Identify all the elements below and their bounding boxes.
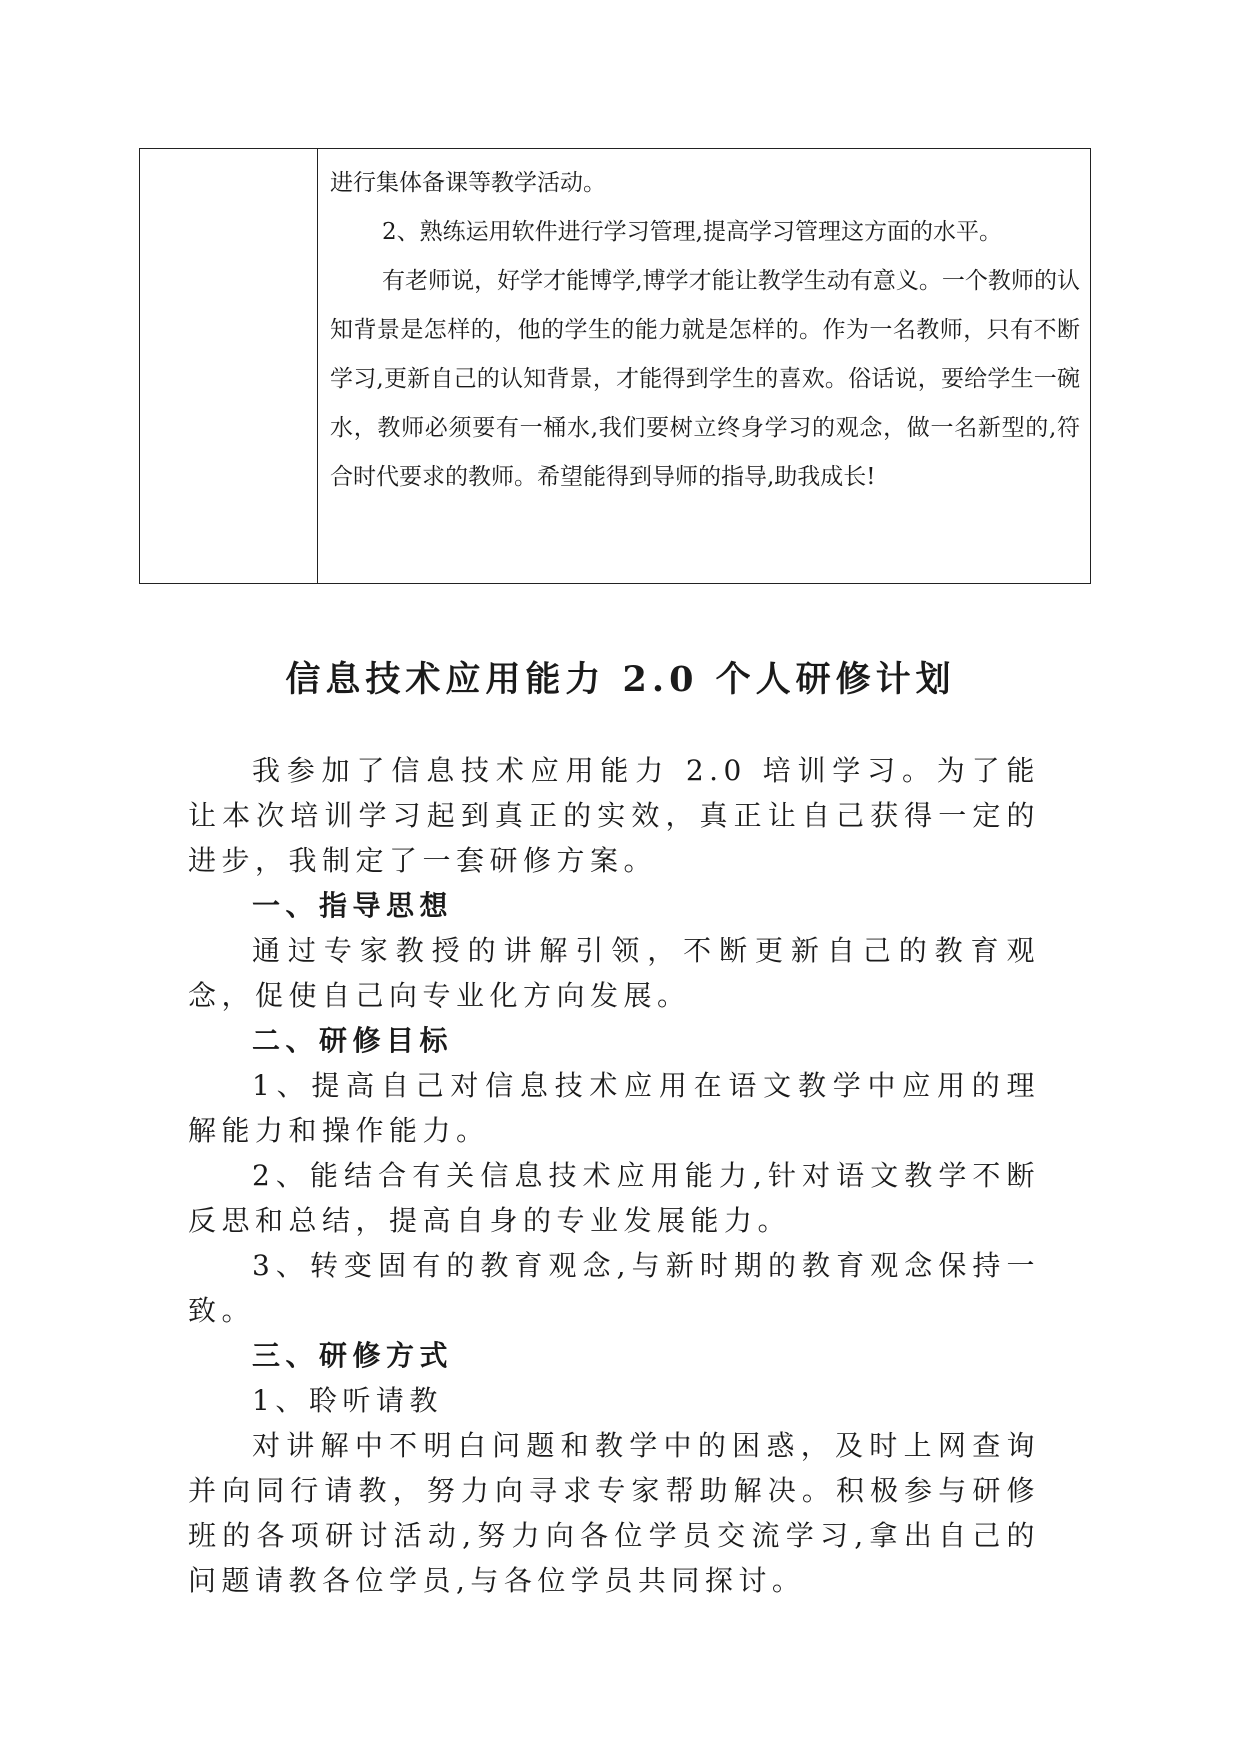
goal-item: 1、提高自己对信息技术应用在语文教学中应用的理解能力和操作能力。 <box>188 1069 1040 1147</box>
goal-item: 2、能结合有关信息技术应用能力,针对语文教学不断反思和总结，提高自身的专业发展能力。 <box>188 1159 1040 1237</box>
section-heading-goals: 二、研修目标 <box>252 1024 454 1057</box>
document-body <box>188 748 1040 1603</box>
section-heading-guiding-thought: 一、指导思想 <box>252 889 454 922</box>
table-label-cell <box>140 149 318 583</box>
method-subheading: 1、聆听请教 <box>252 1384 443 1417</box>
goal-item: 3、转变固有的教育观念,与新时期的教育观念保持一致。 <box>188 1249 1040 1327</box>
continuation-table <box>139 148 1091 584</box>
table-paragraph: 2、熟练运用软件进行学习管理,提高学习管理这方面的水平。 <box>382 219 1002 245</box>
section-heading-methods: 三、研修方式 <box>252 1339 454 1372</box>
intro-paragraph: 我参加了信息技术应用能力 2.0 培训学习。为了能让本次培训学习起到真正的实效，真正让自己获得一定的进步，我制定了一套研修方案。 <box>188 754 1040 877</box>
table-content-cell <box>318 149 1090 583</box>
section-paragraph: 通过专家教授的讲解引领，不断更新自己的教育观念，促使自己向专业化方向发展。 <box>188 934 1040 1012</box>
table-paragraph: 有老师说，好学才能博学,博学才能让教学生动有意义。一个教师的认知背景是怎样的，他的学生的能力就是怎样的。作为一名教师，只有不断学习,更新自己的认知背景，才能得到学生的喜欢。俗话说，要给学生一碗水，教师必须要有一桶水,我们要树立终身学习的观念，做一名新型的,符合时代要求的教师。希望能得到导师的指导,助我成长! <box>330 268 1080 490</box>
document-title: 信息技术应用能力 2.0 个人研修计划 <box>285 659 956 700</box>
table-paragraph: 进行集体备课等教学活动。 <box>330 170 606 196</box>
section-paragraph: 对讲解中不明白问题和教学中的困惑，及时上网查询并向同行请教，努力向寻求专家帮助解决。积极参与研修班的各项研讨活动,努力向各位学员交流学习,拿出自己的问题请教各位学员,与各位学员共同探讨。 <box>188 1429 1040 1597</box>
